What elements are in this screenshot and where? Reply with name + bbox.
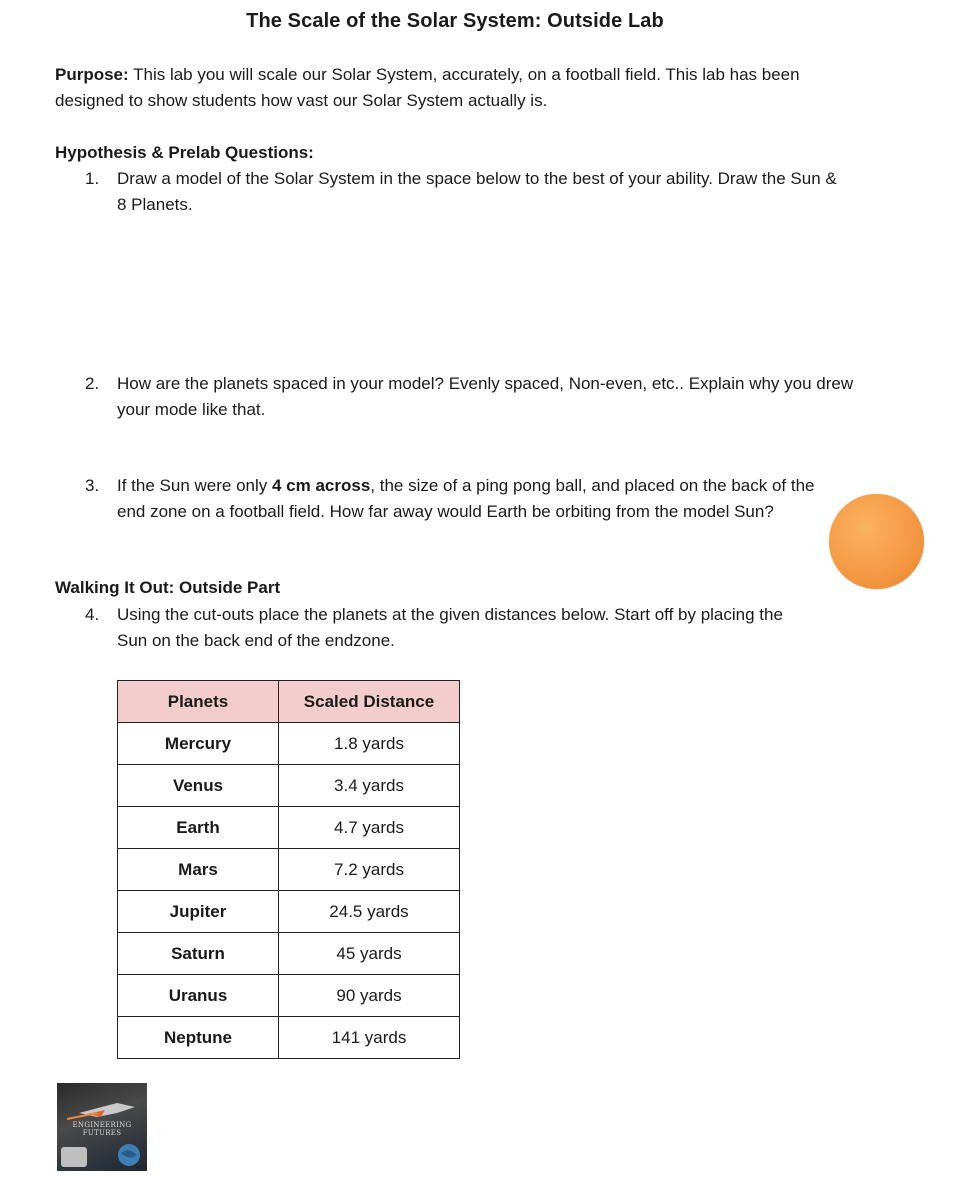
header-planets: Planets [118,681,279,723]
question-text: Using the cut-outs place the planets at the given distances below. Start off by placing the Sun on the back end of the endzone. [117,605,783,650]
planet-distance: 7.2 yards [279,849,460,891]
planet-name: Saturn [118,933,279,975]
table-row [118,891,460,933]
question-text: Draw a model of the Solar System in the space below to the best of your ability. Draw the Sun & 8 Planets. [117,169,837,214]
table-row [118,933,460,975]
question-text-post: , the size of a ping pong ball, and placed on the back of the end zone on a football field. How far away would Earth be orbiting from the model Sun? [117,476,815,521]
table-row [118,1017,460,1059]
prelab-heading: Hypothesis & Prelab Questions: [55,143,314,162]
robot-icon [61,1147,87,1167]
engineering-futures-logo [57,1083,147,1171]
planet-distance: 45 yards [279,933,460,975]
planet-name: Jupiter [118,891,279,933]
table-row [118,849,460,891]
planet-distance: 141 yards [279,1017,460,1059]
planet-distance: 90 yards [279,975,460,1017]
planet-name: Mercury [118,723,279,765]
header-scaled-distance: Scaled Distance [279,681,460,723]
question-number: 4. [85,605,100,624]
question-text: How are the planets spaced in your model? Evenly spaced, Non-even, etc.. Explain why you drew your mode like that. [117,374,854,419]
purpose-label: Purpose: [55,65,129,84]
table-header-row [118,681,460,723]
planet-name: Mars [118,849,279,891]
table-row [118,723,460,765]
planet-name: Neptune [118,1017,279,1059]
planet-distance: 24.5 yards [279,891,460,933]
planet-distance: 4.7 yards [279,807,460,849]
planet-distance: 1.8 yards [279,723,460,765]
question-4 [85,602,785,654]
question-text-bold: 4 cm across [271,476,371,495]
planet-name: Venus [118,765,279,807]
question-3 [85,473,825,525]
logo-text-line2: FUTURES [82,1129,122,1137]
planet-distance-table [117,680,460,1059]
planet-distance: 3.4 yards [279,765,460,807]
walking-heading: Walking It Out: Outside Part [55,578,281,597]
purpose-paragraph [55,62,855,114]
question-number: 3. [85,476,100,495]
purpose-text: This lab you will scale our Solar System, accurately, on a football field. This lab has been designed to show students how vast our Solar System actually is. [55,65,800,110]
question-number: 1. [85,169,100,188]
table-row [118,765,460,807]
question-text [117,473,825,525]
planet-name: Earth [118,807,279,849]
logo-text-line1: ENGINEERING [72,1121,132,1129]
question-number: 2. [85,374,100,393]
question-2 [85,371,875,423]
question-text-pre: If the Sun were only [117,476,272,495]
planet-name: Uranus [118,975,279,1017]
page-title: The Scale of the Solar System: Outside Lab [246,10,664,32]
ping-pong-ball-sun-image [829,494,924,589]
table-row [118,807,460,849]
question-1 [85,166,845,218]
table-row [118,975,460,1017]
